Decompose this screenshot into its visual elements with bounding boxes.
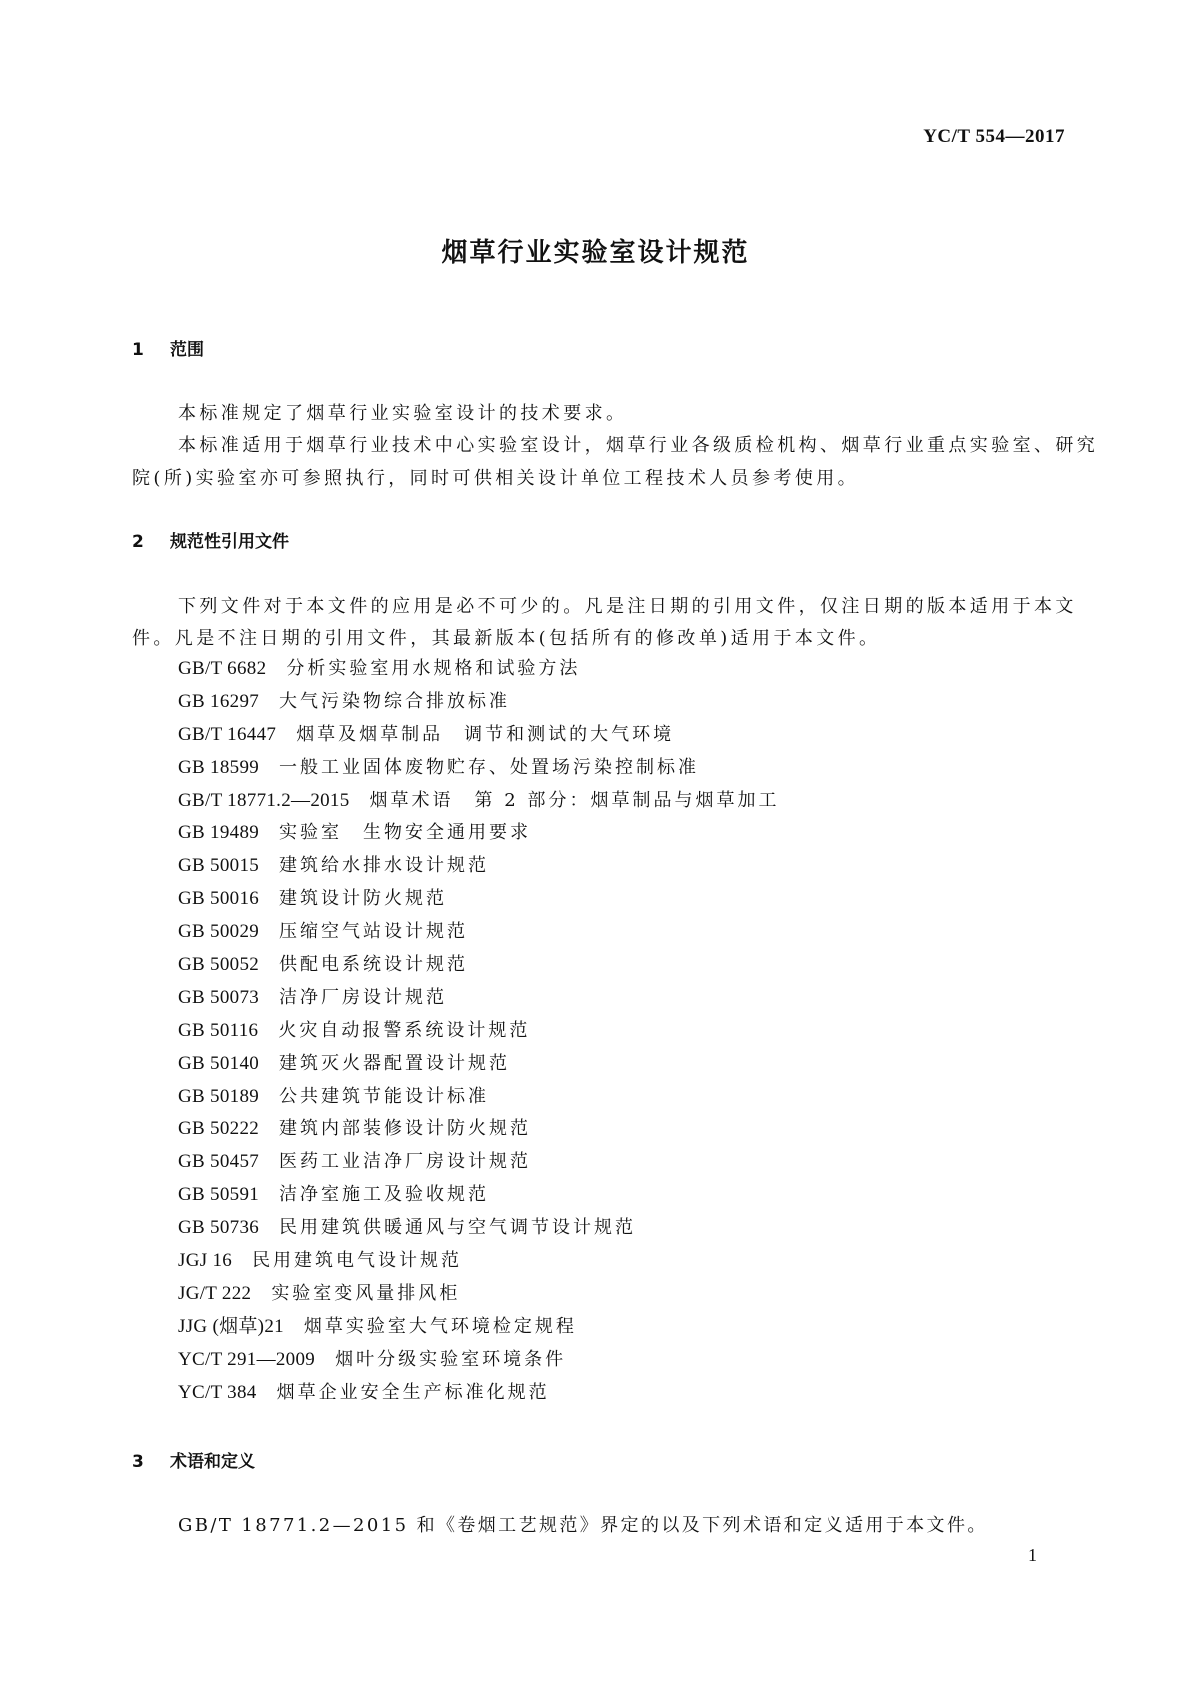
reference-item xyxy=(178,785,779,818)
reference-code: GB 50015 xyxy=(178,855,260,877)
reference-item xyxy=(178,1179,779,1212)
reference-item xyxy=(178,752,779,785)
section-number: 3 xyxy=(132,1452,144,1472)
reference-code: GB 50073 xyxy=(178,986,260,1008)
reference-code: GB 50029 xyxy=(178,921,260,943)
reference-item xyxy=(178,1015,779,1048)
paragraph-line: 本标准规定了烟草行业实验室设计的技术要求。 xyxy=(178,403,628,424)
reference-title: 洁净厂房设计规范 xyxy=(279,986,448,1008)
reference-title: 医药工业洁净厂房设计规范 xyxy=(279,1151,532,1173)
section-2-heading xyxy=(132,527,289,552)
reference-code: GB/T 16447 xyxy=(178,723,277,745)
reference-title: 烟草及烟草制品 调节和测试的大气环境 xyxy=(296,723,675,745)
section-title: 规范性引用文件 xyxy=(170,532,289,552)
reference-title: 民用建筑电气设计规范 xyxy=(252,1250,463,1272)
reference-item xyxy=(178,1377,779,1410)
reference-title: 公共建筑节能设计标准 xyxy=(279,1085,490,1107)
reference-code: GB/T 18771.2—2015 xyxy=(178,789,350,811)
page-number: 1 xyxy=(1028,1545,1037,1565)
reference-item xyxy=(178,1278,779,1311)
reference-title: 洁净室施工及验收规范 xyxy=(279,1184,490,1206)
reference-code: GB 50457 xyxy=(178,1151,260,1173)
section-title: 范围 xyxy=(170,340,204,360)
section-title: 术语和定义 xyxy=(170,1452,255,1472)
reference-item xyxy=(178,1113,779,1146)
reference-code: GB 50016 xyxy=(178,888,260,910)
reference-code: GB 50052 xyxy=(178,954,260,976)
reference-title: 建筑设计防火规范 xyxy=(279,888,448,910)
reference-code: GB 50140 xyxy=(178,1052,260,1074)
reference-item xyxy=(178,1245,779,1278)
reference-code: JGJ 16 xyxy=(178,1250,233,1272)
reference-title: 建筑灭火器配置设计规范 xyxy=(279,1052,511,1074)
reference-title: 实验室 生物安全通用要求 xyxy=(279,822,532,844)
reference-code: JJG (烟草)21 xyxy=(178,1315,284,1337)
reference-code: GB 50116 xyxy=(178,1019,259,1041)
reference-code: JG/T 222 xyxy=(178,1282,252,1304)
reference-code: GB 50591 xyxy=(178,1184,260,1206)
reference-title: 民用建筑供暖通风与空气调节设计规范 xyxy=(279,1217,637,1239)
reference-item xyxy=(178,719,779,752)
paragraph-line: 下列文件对于本文件的应用是必不可少的。凡是注日期的引用文件，仅注日期的版本适用于本文 xyxy=(178,596,1077,617)
reference-item xyxy=(178,850,779,883)
paragraph-line: GB/T 18771.2—2015 和《卷烟工艺规范》界定的以及下列术语和定义适用于本文件。 xyxy=(178,1515,988,1536)
reference-item xyxy=(178,653,779,686)
reference-item xyxy=(178,949,779,982)
reference-title: 火灾自动报警系统设计规范 xyxy=(278,1019,531,1041)
reference-title: 一般工业固体废物贮存、处置场污染控制标准 xyxy=(279,756,700,778)
section-3-heading xyxy=(132,1447,255,1472)
reference-item xyxy=(178,1081,779,1114)
reference-item xyxy=(178,1048,779,1081)
reference-title: 实验室变风量排风柜 xyxy=(271,1282,461,1304)
reference-title: 建筑内部装修设计防火规范 xyxy=(279,1118,532,1140)
paragraph-line: 院(所)实验室亦可参照执行，同时可供相关设计单位工程技术人员参考使用。 xyxy=(132,468,860,489)
reference-title: 烟叶分级实验室环境条件 xyxy=(335,1348,567,1370)
paragraph-line: 本标准适用于烟草行业技术中心实验室设计，烟草行业各级质检机构、烟草行业重点实验室、研究 xyxy=(178,435,1099,456)
section-number: 2 xyxy=(132,532,144,552)
reference-title: 烟草实验室大气环境检定规程 xyxy=(303,1315,577,1337)
paragraph-line: 件。凡是不注日期的引用文件，其最新版本(包括所有的修改单)适用于本文件。 xyxy=(132,628,881,649)
reference-code: GB 50189 xyxy=(178,1085,260,1107)
reference-title: 供配电系统设计规范 xyxy=(279,954,469,976)
section-1-heading xyxy=(132,335,204,360)
reference-title: 烟草术语 第 2 部分：烟草制品与烟草加工 xyxy=(369,789,780,811)
reference-item xyxy=(178,1212,779,1245)
reference-code: GB/T 6682 xyxy=(178,658,267,679)
reference-title: 烟草企业安全生产标准化规范 xyxy=(276,1381,550,1403)
reference-item xyxy=(178,1344,779,1377)
reference-code: GB 19489 xyxy=(178,822,260,844)
reference-list xyxy=(178,653,779,1409)
reference-code: GB 50222 xyxy=(178,1118,260,1140)
reference-item xyxy=(178,916,779,949)
reference-code: GB 50736 xyxy=(178,1217,260,1239)
reference-title: 大气污染物综合排放标准 xyxy=(279,690,511,712)
reference-title: 压缩空气站设计规范 xyxy=(279,921,469,943)
reference-code: GB 18599 xyxy=(178,756,260,778)
reference-code: YC/T 384 xyxy=(178,1381,257,1403)
reference-item xyxy=(178,883,779,916)
document-number: YC/T 554—2017 xyxy=(923,126,1065,147)
reference-title: 分析实验室用水规格和试验方法 xyxy=(286,658,581,679)
section-number: 1 xyxy=(132,340,144,360)
reference-title: 建筑给水排水设计规范 xyxy=(279,855,490,877)
reference-code: YC/T 291—2009 xyxy=(178,1348,316,1370)
reference-item xyxy=(178,1146,779,1179)
reference-item xyxy=(178,982,779,1015)
reference-code: GB 16297 xyxy=(178,690,260,712)
reference-item xyxy=(178,686,779,719)
reference-item xyxy=(178,817,779,850)
page-title: 烟草行业实验室设计规范 xyxy=(441,238,750,268)
reference-item xyxy=(178,1311,779,1344)
